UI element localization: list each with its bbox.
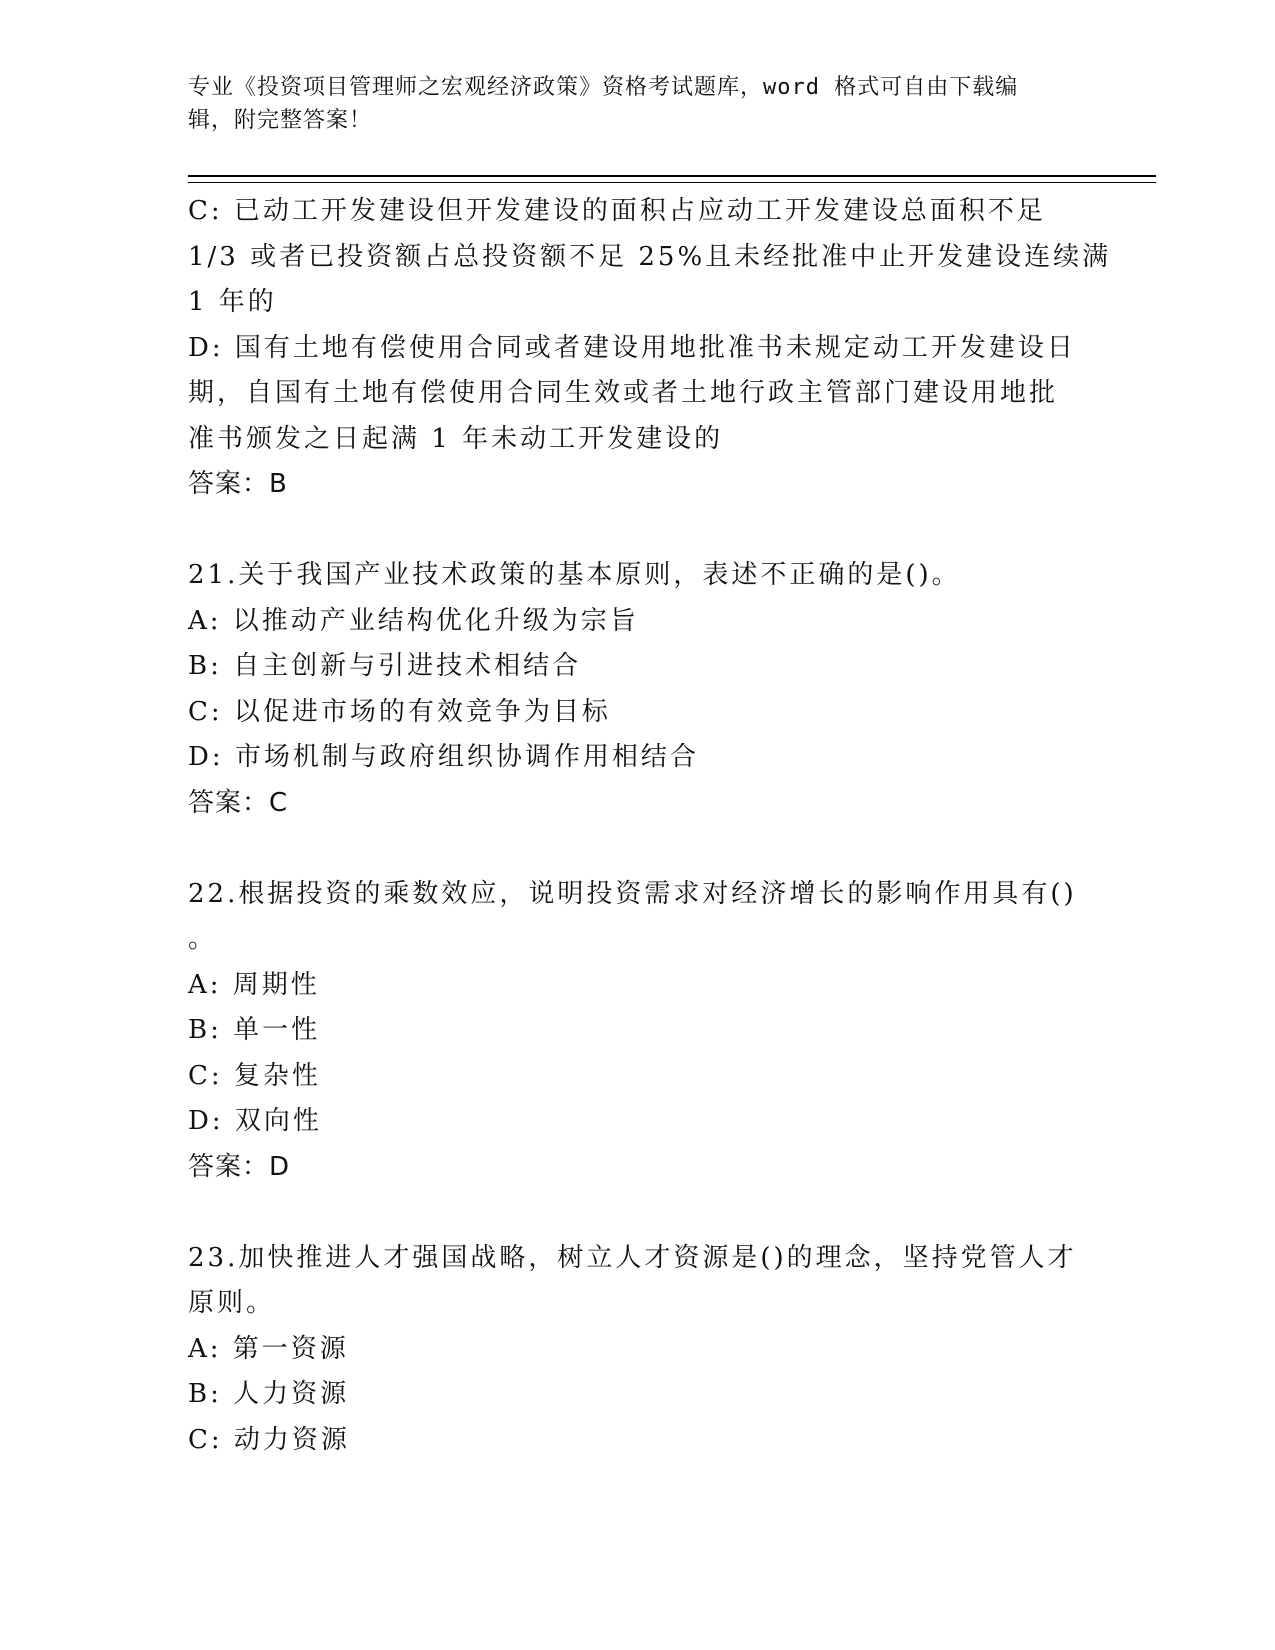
spacer xyxy=(188,826,1078,872)
option-d-line-1: D: 国有土地有偿使用合同或者建设用地批准书未规定动工开发建设日 xyxy=(188,332,1076,363)
answer-label: 答案：C xyxy=(188,787,289,818)
option-c-line-3: 1 年的 xyxy=(188,287,277,317)
answer-label: 答案：D xyxy=(188,1151,291,1182)
question-stem-line-2: 。 xyxy=(188,924,218,954)
option-c-line-1: C: 已动工开发建设但开发建设的面积占应动工开发建设总面积不足 xyxy=(188,196,1046,226)
header-line-2: 辑，附完整答案！ xyxy=(188,108,373,133)
option-d-line-3: 准书颁发之日起满 1 年未动工开发建设的 xyxy=(188,423,724,454)
answer-label: 答案：B xyxy=(188,469,288,499)
question-stem-line-1: 22.根据投资的乘数效应，说明投资需求对经济增长的影响作用具有() xyxy=(188,878,1077,909)
document-header xyxy=(188,71,1068,137)
question-22 xyxy=(188,872,1078,1191)
header-rule-thin xyxy=(188,182,1156,183)
question-stem: 21.关于我国产业技术政策的基本原则，表述不正确的是()。 xyxy=(188,560,961,590)
option-c: C: 以促进市场的有效竞争为目标 xyxy=(188,696,611,727)
header-rule-thick xyxy=(188,175,1156,177)
question-21 xyxy=(188,553,1078,826)
question-content xyxy=(188,189,1112,1463)
spacer xyxy=(188,508,1078,554)
prev-question xyxy=(188,189,1112,508)
question-23 xyxy=(188,1236,1078,1464)
spacer xyxy=(188,1190,1078,1236)
question-stem-line-1: 23.加快推进人才强国战略，树立人才资源是()的理念，坚持党管人才 xyxy=(188,1242,1077,1273)
option-b: B: 自主创新与引进技术相结合 xyxy=(188,651,582,681)
option-c: C: 动力资源 xyxy=(188,1424,350,1455)
option-a: A: 以推动产业结构优化升级为宗旨 xyxy=(188,605,639,636)
option-b: B: 人力资源 xyxy=(188,1379,350,1409)
option-a: A: 第一资源 xyxy=(188,1333,349,1364)
question-stem-line-2: 原则。 xyxy=(188,1288,276,1318)
option-d: D: 双向性 xyxy=(188,1106,322,1136)
option-c: C: 复杂性 xyxy=(188,1060,321,1091)
option-d-line-2: 期，自国有土地有偿使用合同生效或者土地行政主管部门建设用地批 xyxy=(188,378,1059,408)
option-c-line-2: 1/3 或者已投资额占总投资额不足 25%且未经批准中止开发建设连续满 xyxy=(188,241,1112,272)
option-d: D: 市场机制与政府组织协调作用相结合 xyxy=(188,742,699,772)
header-line-1: 专业《投资项目管理师之宏观经济政策》资格考试题库，word 格式可自由下载编 xyxy=(188,75,1019,100)
option-b: B: 单一性 xyxy=(188,1015,321,1045)
option-a: A: 周期性 xyxy=(188,969,320,1000)
